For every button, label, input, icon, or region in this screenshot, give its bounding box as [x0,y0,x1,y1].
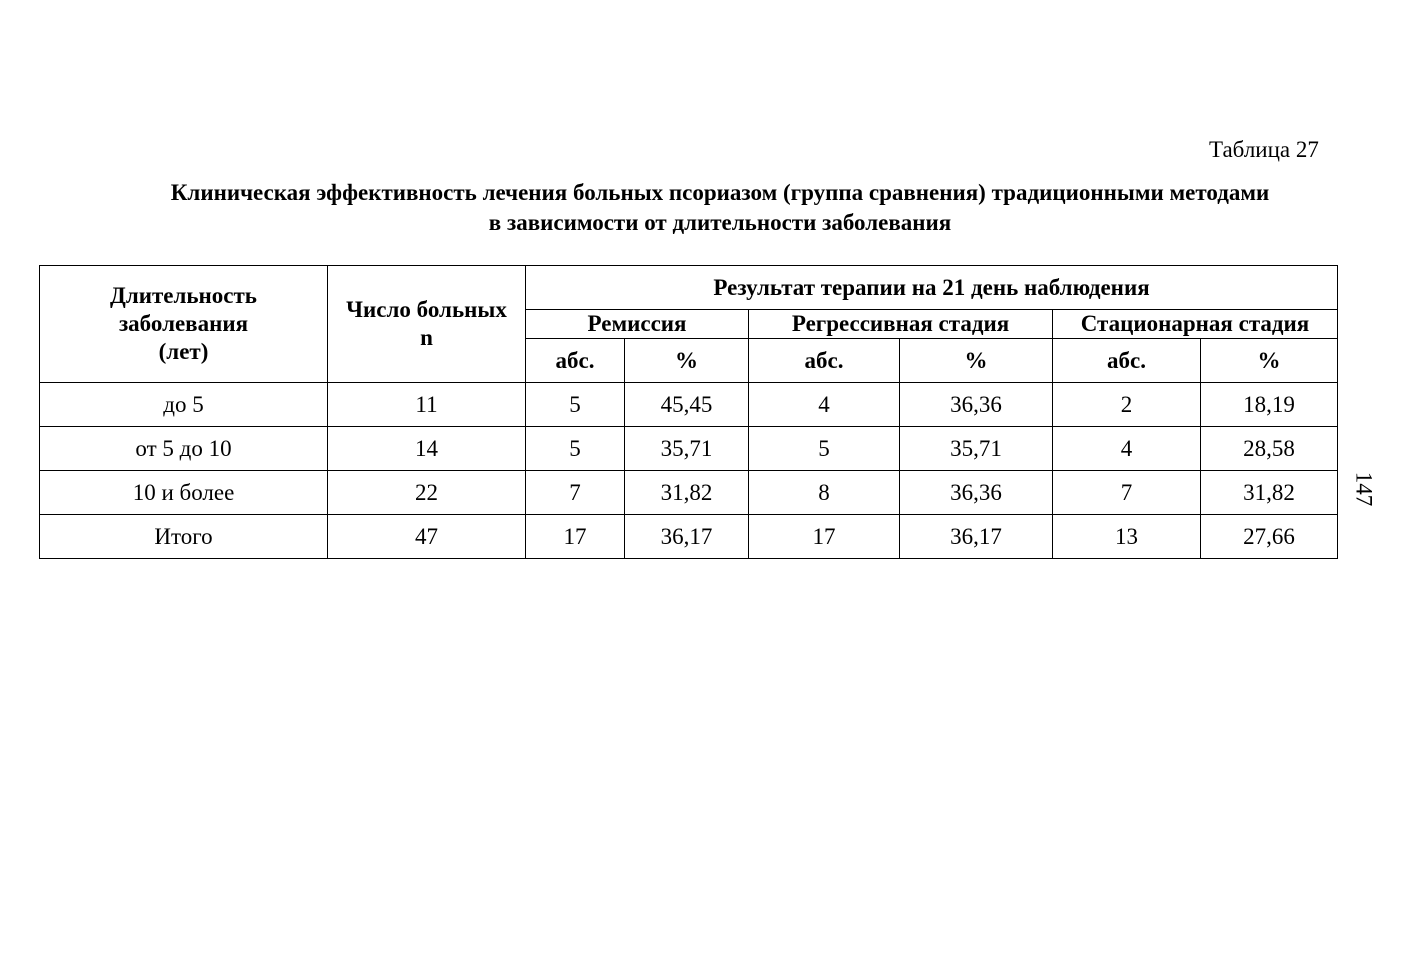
cell-rem-abs: 17 [526,515,625,559]
cell-n: 14 [328,427,526,471]
cell-reg-pct: 36,17 [900,515,1053,559]
cell-sta-pct: 18,19 [1201,383,1338,427]
table-row [40,427,1338,471]
cell-sta-abs: 2 [1053,383,1201,427]
cell-sta-abs: 4 [1053,427,1201,471]
cell-reg-abs: 5 [749,427,900,471]
cell-reg-pct: 36,36 [900,471,1053,515]
header-sta-abs: абс. [1053,339,1201,383]
cell-n: 47 [328,515,526,559]
table-title-line1: Клиническая эффективность лечения больных псориазом (группа сравнения) традиционными методами [170,180,1270,205]
header-rem-pct: % [625,339,749,383]
header-duration-line3: (лет) [158,339,209,364]
cell-rem-pct: 35,71 [625,427,749,471]
cell-n: 11 [328,383,526,427]
header-duration-line2: заболевания [118,311,249,336]
cell-duration: Итого [40,515,328,559]
header-row-1 [40,266,1338,310]
cell-rem-abs: 5 [526,383,625,427]
cell-rem-abs: 5 [526,427,625,471]
header-rem-abs: абс. [526,339,625,383]
cell-duration: 10 и более [40,471,328,515]
header-reg-abs: абс. [749,339,900,383]
header-duration [40,266,328,383]
table-row [40,383,1338,427]
header-result: Результат терапии на 21 день наблюдения [526,266,1338,310]
header-remission: Ремиссия [526,310,749,339]
cell-reg-pct: 35,71 [900,427,1053,471]
cell-sta-pct: 31,82 [1201,471,1338,515]
cell-duration: до 5 [40,383,328,427]
page-number: 147 [1351,471,1377,507]
cell-rem-abs: 7 [526,471,625,515]
cell-sta-abs: 7 [1053,471,1201,515]
header-stationary: Стационарная стадия [1053,310,1338,339]
header-reg-pct: % [900,339,1053,383]
cell-sta-pct: 27,66 [1201,515,1338,559]
cell-n: 22 [328,471,526,515]
header-duration-line1: Длительность [110,283,257,308]
cell-rem-pct: 31,82 [625,471,749,515]
cell-sta-pct: 28,58 [1201,427,1338,471]
cell-reg-pct: 36,36 [900,383,1053,427]
cell-reg-abs: 4 [749,383,900,427]
header-patients-line2: n [420,325,433,350]
cell-sta-abs: 13 [1053,515,1201,559]
header-regressive: Регрессивная стадия [749,310,1053,339]
table-title-line2: в зависимости от длительности заболевания [488,210,952,235]
table-row-total [40,515,1338,559]
cell-rem-pct: 45,45 [625,383,749,427]
table-row [40,471,1338,515]
table-title [100,178,1340,238]
cell-reg-abs: 8 [749,471,900,515]
header-patients [328,266,526,383]
cell-rem-pct: 36,17 [625,515,749,559]
header-patients-line1: Число больных [346,297,507,322]
cell-duration: от 5 до 10 [40,427,328,471]
header-sta-pct: % [1201,339,1338,383]
results-table [39,265,1338,559]
table-number: Таблица 27 [1209,137,1319,162]
cell-reg-abs: 17 [749,515,900,559]
